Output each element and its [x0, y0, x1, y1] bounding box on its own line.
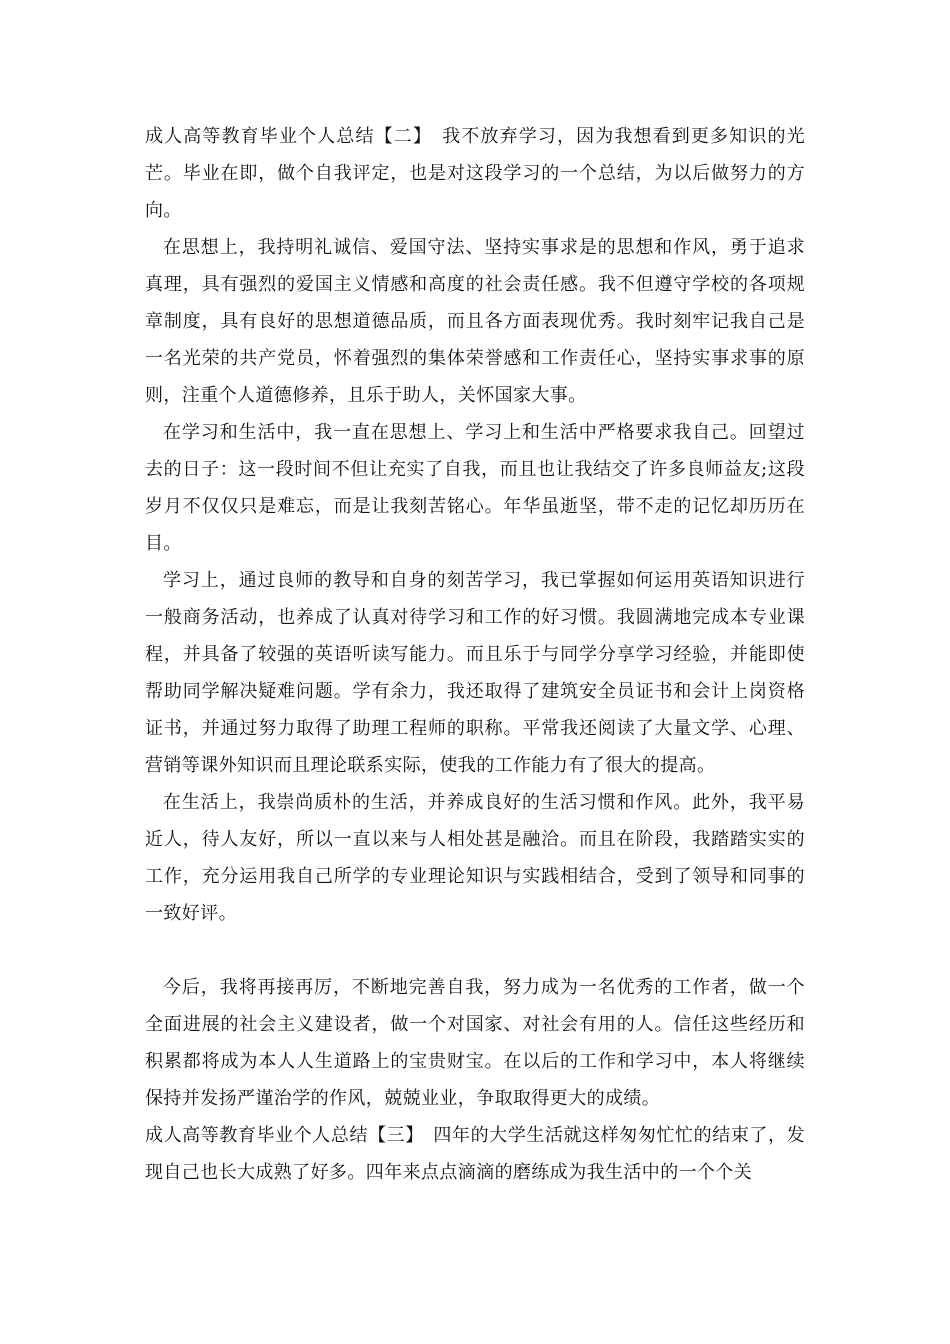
paragraph-gap — [145, 932, 805, 969]
paragraph-future: 今后，我将再接再厉，不断地完善自我，努力成为一名优秀的工作者，做一个全面进展的社会主义建设者，做一个对国家、对社会有用的人。信任这些经历和积累都将成为本人人生道路上的宝贵财宝。在以后的工作和学习中，本人将继续保持并发扬严谨治学的作风，兢兢业业，争取取得更大的成绩。 — [145, 977, 805, 1109]
document-body — [145, 118, 805, 1191]
paragraph-study: 学习上，通过良师的教导和自身的刻苦学习，我已掌握如何运用英语知识进行一般商务活动，也养成了认真对待学习和工作的好习惯。我圆满地完成本专业课程，并具备了较强的英语听读写能力。而且乐于与同学分享学习经验，并能即使帮助同学解决疑难问题。学有余力，我还取得了建筑安全员证书和会计上岗资格证书，并通过努力取得了助理工程师的职称。平常我还阅读了大量文学、心理、营销等课外知识而且理论联系实际，使我的工作能力有了很大的提高。 — [145, 570, 805, 776]
paragraph-ideology: 在思想上，我持明礼诚信、爱国守法、坚持实事求是的思想和作风，勇于追求真理，具有强烈的爱国主义情感和高度的社会责任感。我不但遵守学校的各项规章制度，具有良好的思想道德品质，而且各方面表现优秀。我时刻牢记我自己是一名光荣的共产党员，怀着强烈的集体荣誉感和工作责任心，坚持实事求事的原则，注重个人道德修养，且乐于助人，关怀国家大事。 — [145, 237, 805, 406]
paragraph-study-and-life: 在学习和生活中，我一直在思想上、学习上和生活中严格要求我自己。回望过去的日子：这一段时间不但让充实了自我，而且也让我结交了许多良师益友;这段岁月不仅仅只是难忘，而是让我刻苦铭心。年华虽逝坚，带不走的记忆却历历在目。 — [145, 422, 805, 554]
paragraph-summary-two-intro: 成人高等教育毕业个人总结【二】 我不放弃学习，因为我想看到更多知识的光芒。毕业在即，做个自我评定，也是对这段学习的一个总结，为以后做努力的方向。 — [145, 126, 805, 221]
paragraph-summary-three-intro: 成人高等教育毕业个人总结【三】 四年的大学生活就这样匆匆忙忙的结束了，发现自己也长大成熟了好多。四年来点点滴滴的磨练成为我生活中的一个个关 — [145, 1125, 805, 1183]
paragraph-life: 在生活上，我崇尚质朴的生活，并养成良好的生活习惯和作风。此外，我平易近人，待人友好，所以一直以来与人相处甚是融洽。而且在阶段，我踏踏实实的工作，充分运用我自己所学的专业理论知识与实践相结合，受到了领导和同事的一致好评。 — [145, 792, 805, 924]
